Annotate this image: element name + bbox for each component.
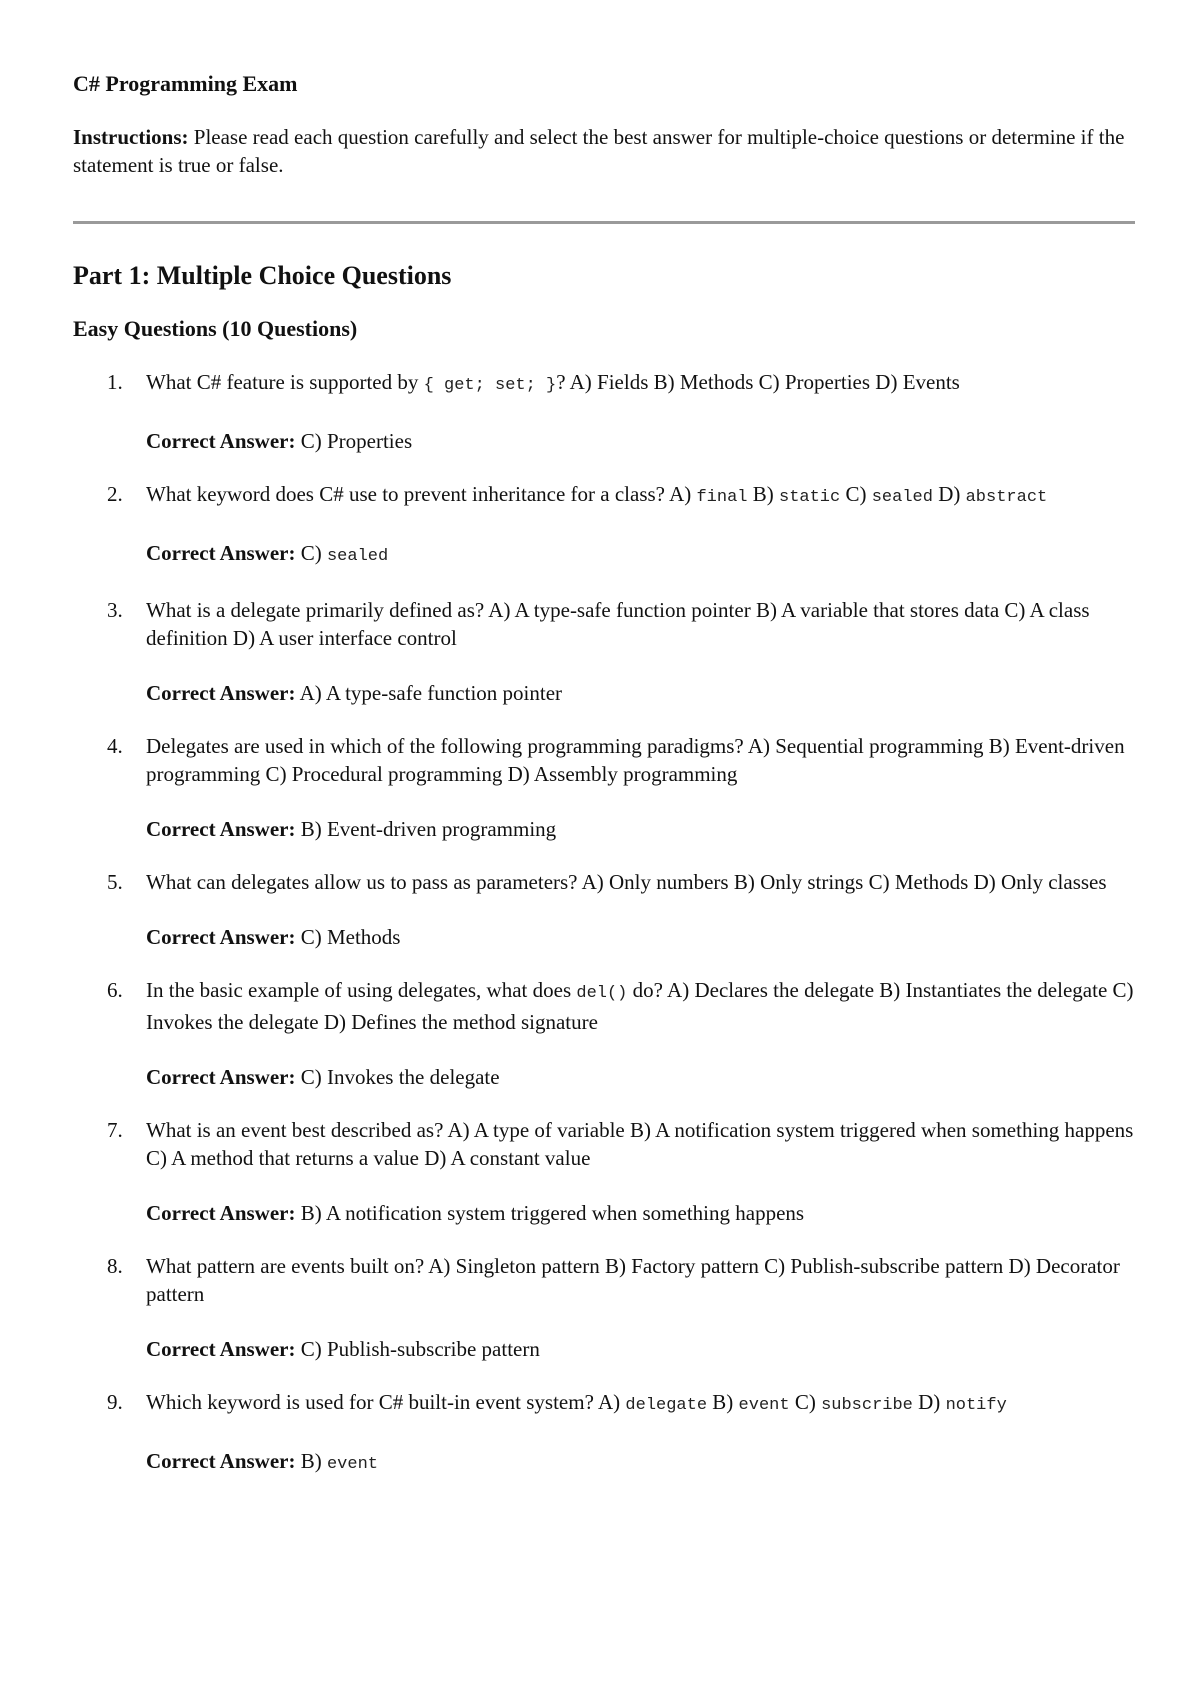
code-snippet: notify	[945, 1396, 1007, 1415]
correct-answer	[146, 1199, 1135, 1227]
question-text-segment: In the basic example of using delegates, what does	[146, 978, 577, 1002]
question-item	[73, 596, 1135, 707]
instructions-label: Instructions:	[73, 125, 189, 149]
question-text-segment: What pattern are events built on? A) Singleton pattern B) Factory pattern C) Publish-subscribe pattern D) Decorator pattern	[146, 1254, 1120, 1306]
question-number: 4.	[107, 734, 123, 758]
question-text-segment: Delegates are used in which of the following programming paradigms? A) Sequential programming B) Event-driven programming C) Procedural programming D) Assembly programming	[146, 734, 1125, 786]
question-item	[73, 480, 1135, 571]
question-text	[146, 1116, 1135, 1172]
code-snippet: { get; set; }	[423, 376, 557, 395]
correct-answer	[146, 923, 1135, 951]
code-snippet: sealed	[326, 547, 389, 566]
question-number: 8.	[107, 1254, 123, 1278]
question-text-segment: ? A) Fields B) Methods C) Properties D) Events	[556, 370, 960, 394]
correct-answer-label: Correct Answer:	[146, 1201, 296, 1225]
correct-answer-label: Correct Answer:	[146, 1337, 296, 1361]
answer-text-segment: B) A notification system triggered when something happens	[300, 1201, 805, 1225]
question-number: 1.	[107, 370, 123, 394]
code-snippet: sealed	[871, 488, 933, 507]
answer-text-segment: C) Invokes the delegate	[300, 1065, 500, 1089]
correct-answer	[146, 679, 1135, 707]
question-text-segment: What can delegates allow us to pass as parameters? A) Only numbers B) Only strings C) Methods D) Only classes	[146, 870, 1107, 894]
correct-answer-label: Correct Answer:	[146, 681, 296, 705]
question-number: 2.	[107, 482, 123, 506]
question-text	[146, 480, 1135, 512]
code-snippet: static	[779, 488, 841, 507]
answer-text-segment: C) Properties	[300, 429, 413, 453]
correct-answer	[146, 1335, 1135, 1363]
answer-text-segment: A) A type-safe function pointer	[299, 681, 563, 705]
correct-answer-label: Correct Answer:	[146, 925, 296, 949]
answer-text-segment: C)	[300, 541, 327, 565]
question-text-segment: What is a delegate primarily defined as? A) A type-safe function pointer B) A variable that stores data C) A class definition D) A user interface control	[146, 598, 1090, 650]
correct-answer-label: Correct Answer:	[146, 817, 296, 841]
correct-answer	[146, 427, 1135, 455]
section-title: Easy Questions (10 Questions)	[73, 316, 358, 341]
question-item	[73, 1252, 1135, 1363]
code-snippet: del()	[576, 984, 628, 1003]
question-text-segment: What keyword does C# use to prevent inheritance for a class? A)	[146, 482, 697, 506]
question-item	[73, 1388, 1135, 1479]
question-text	[146, 1252, 1135, 1308]
section-divider	[73, 221, 1135, 224]
question-text-segment: Which keyword is used for C# built-in event system? A)	[146, 1390, 626, 1414]
code-snippet: abstract	[965, 488, 1048, 507]
document-title: C# Programming Exam	[73, 71, 298, 96]
code-snippet: subscribe	[821, 1396, 913, 1415]
part-title: Part 1: Multiple Choice Questions	[73, 261, 452, 290]
question-item	[73, 732, 1135, 843]
correct-answer	[146, 815, 1135, 843]
question-text-segment: do? A) Declares the delegate B) Instantiates the delegate C) Invokes the delegate D) Defines the method signature	[146, 978, 1134, 1034]
question-text-segment: D)	[932, 482, 966, 506]
question-text	[146, 596, 1135, 652]
answer-text-segment: C) Publish-subscribe pattern	[300, 1337, 540, 1361]
code-snippet: event	[326, 1455, 378, 1474]
answer-text-segment: B) Event-driven programming	[300, 817, 557, 841]
question-list	[73, 368, 1135, 1479]
question-text-segment: D)	[912, 1390, 946, 1414]
question-text-segment: C)	[840, 482, 872, 506]
question-number: 9.	[107, 1390, 123, 1414]
question-text-segment: What C# feature is supported by	[146, 370, 424, 394]
question-number: 6.	[107, 978, 123, 1002]
question-text	[146, 368, 1135, 400]
question-number: 5.	[107, 870, 123, 894]
instructions-paragraph	[73, 123, 1135, 179]
instructions-text: Please read each question carefully and select the best answer for multiple-choice questions or determine if the statement is true or false.	[73, 125, 1125, 177]
question-item	[73, 368, 1135, 455]
question-text	[146, 976, 1135, 1036]
question-item	[73, 976, 1135, 1091]
question-number: 7.	[107, 1118, 123, 1142]
answer-text-segment: B)	[300, 1449, 327, 1473]
question-text	[146, 732, 1135, 788]
code-snippet: event	[738, 1396, 790, 1415]
answer-text-segment: C) Methods	[300, 925, 401, 949]
question-text-segment: What is an event best described as? A) A type of variable B) A notification system triggered when something happens C) A method that returns a value D) A constant value	[146, 1118, 1134, 1170]
correct-answer	[146, 1447, 1135, 1479]
question-number: 3.	[107, 598, 123, 622]
exam-document	[73, 70, 1135, 1504]
correct-answer-label: Correct Answer:	[146, 541, 296, 565]
correct-answer	[146, 1063, 1135, 1091]
code-snippet: delegate	[625, 1396, 708, 1415]
question-text	[146, 868, 1135, 896]
question-item	[73, 868, 1135, 951]
correct-answer	[146, 539, 1135, 571]
question-text-segment: C)	[789, 1390, 822, 1414]
question-item	[73, 1116, 1135, 1227]
correct-answer-label: Correct Answer:	[146, 1065, 296, 1089]
correct-answer-label: Correct Answer:	[146, 1449, 296, 1473]
question-text	[146, 1388, 1135, 1420]
question-text-segment: B)	[747, 482, 779, 506]
code-snippet: final	[696, 488, 748, 507]
question-text-segment: B)	[707, 1390, 739, 1414]
correct-answer-label: Correct Answer:	[146, 429, 296, 453]
